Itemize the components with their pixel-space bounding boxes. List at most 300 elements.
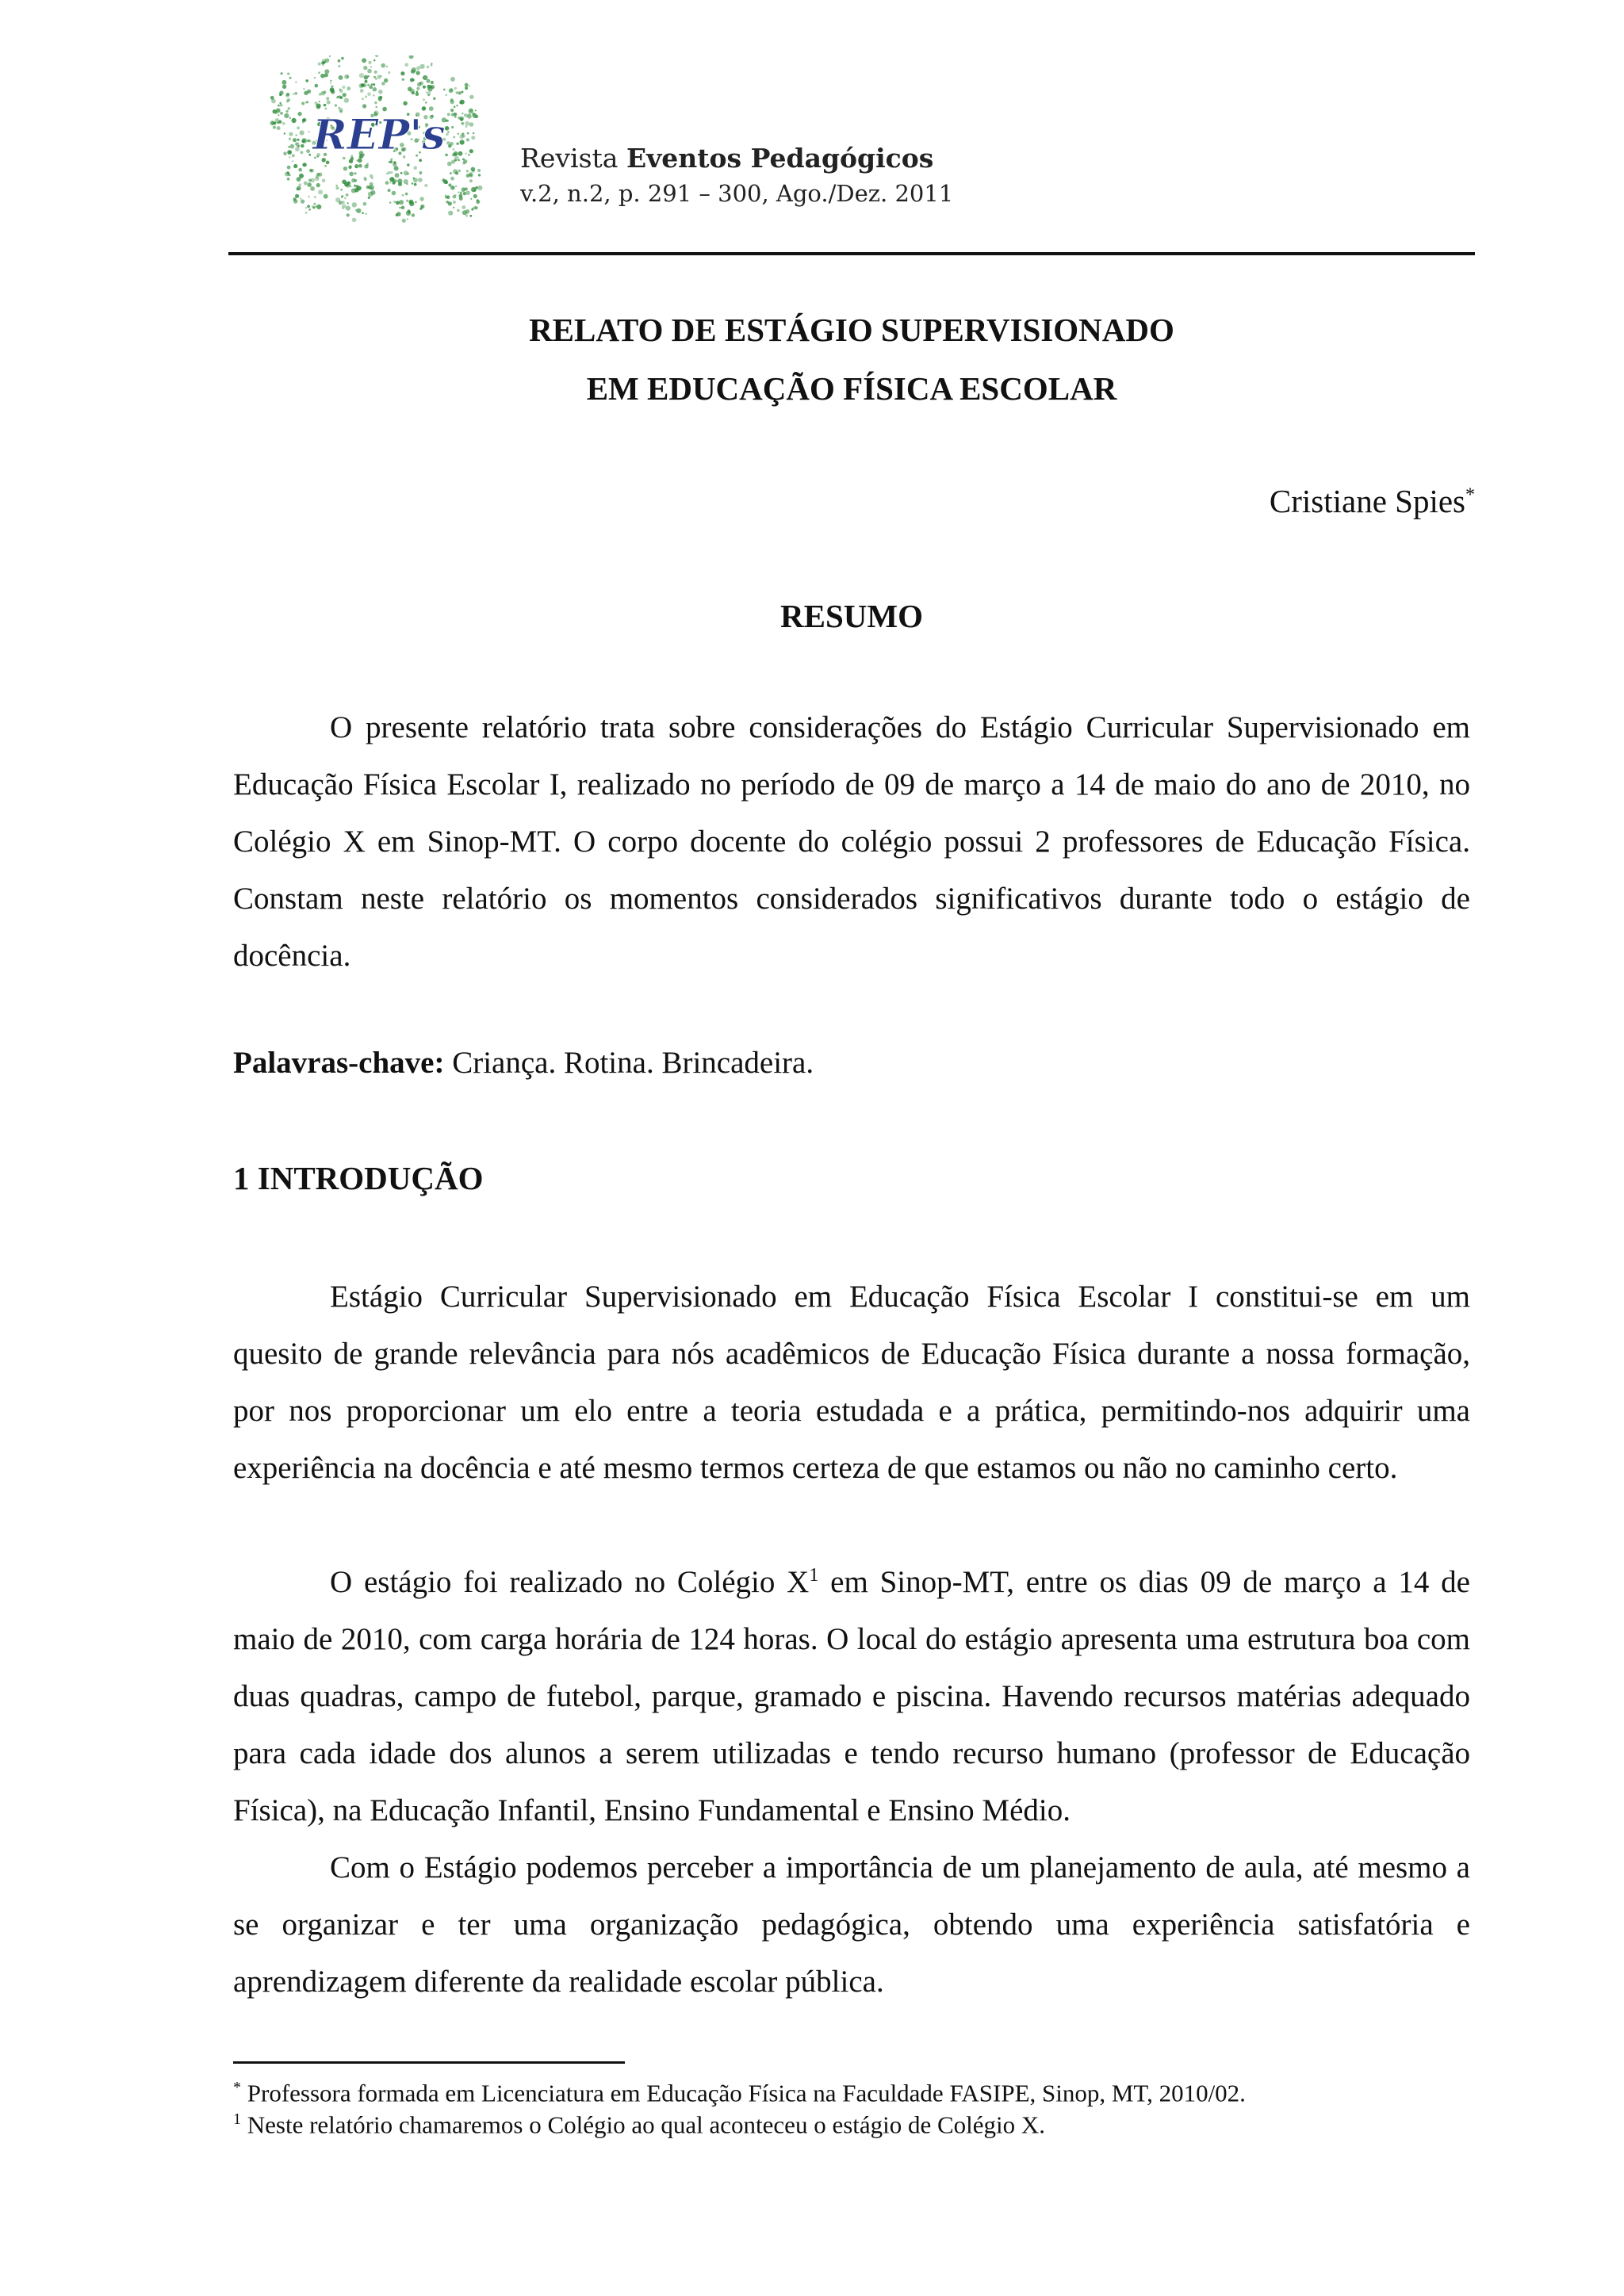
logo-dot xyxy=(462,162,465,165)
logo-dot xyxy=(335,186,339,189)
author-name xyxy=(1270,482,1475,520)
logo-dot xyxy=(450,142,454,146)
logo-dot xyxy=(316,105,320,109)
logo-dot xyxy=(324,194,328,199)
logo-dot xyxy=(454,87,457,90)
abstract-paragraph: O presente relatório trata sobre considerações do Estágio Curricular Supervisionado em Educação Física Escolar I, realizado no período de 09 de março a 14 de maio do ano de 2010, no Colégio X em Sinop-MT. O corpo docente do colégio possui 2 professores de Educação Física. Constam neste relatório os momentos considerados significativos durante todo o estágio de docência. xyxy=(233,710,1470,973)
logo-dot xyxy=(366,213,367,215)
footnote-mark: 1 xyxy=(233,2110,241,2128)
logo-dot xyxy=(402,78,404,81)
logo-dot xyxy=(451,126,454,128)
logo-dot xyxy=(362,212,364,214)
logo-dot xyxy=(308,196,310,198)
logo-dot xyxy=(304,182,308,186)
logo-dot xyxy=(330,80,332,82)
header-divider xyxy=(228,252,1475,255)
logo-dot xyxy=(298,168,302,172)
logo-dot xyxy=(307,140,310,143)
author-text: Cristiane Spies xyxy=(1269,483,1465,519)
logo-dot xyxy=(465,86,468,90)
logo-dot xyxy=(431,81,434,84)
logo-dot xyxy=(305,212,308,214)
logo-dot xyxy=(455,186,457,187)
logo-dot xyxy=(407,218,408,220)
logo-text: REP's xyxy=(312,111,446,159)
logo-dot xyxy=(457,209,459,212)
logo-dot xyxy=(308,131,309,132)
logo-dot xyxy=(298,183,301,186)
logo-dot xyxy=(475,109,477,111)
logo-dot xyxy=(427,85,428,86)
logo-dot xyxy=(316,205,321,209)
logo-dot xyxy=(295,81,297,82)
logo-dot xyxy=(315,205,316,207)
logo-dot xyxy=(302,119,305,122)
logo-dot xyxy=(456,105,458,106)
logo-dot xyxy=(274,118,279,123)
logo-dot xyxy=(373,83,375,86)
logo-dot xyxy=(301,144,304,148)
logo-dot xyxy=(445,126,450,131)
logo-dot xyxy=(363,177,366,180)
logo-dot xyxy=(400,71,404,75)
logo-dot xyxy=(355,166,357,168)
logo-dot xyxy=(370,174,373,178)
intro-paragraph-1: Estágio Curricular Supervisionado em Educação Física Escolar I constitui-se em um quesito de grande relevância para nós acadêmicos de Educação Física durante a nossa formação, por nos proporcionar um elo entre a teoria estudada e a prática, permitindo-nos adquirir uma experiência na docência e até mesmo termos certeza de que estamos ou não no caminho certo. xyxy=(233,1280,1470,1485)
logo-dot xyxy=(352,218,357,223)
logo-dot xyxy=(367,84,370,86)
logo-dot xyxy=(325,58,330,63)
logo-dot xyxy=(330,82,331,84)
journal-info xyxy=(520,141,953,211)
logo-dot xyxy=(445,196,448,199)
logo-dot xyxy=(450,177,454,181)
logo-dot xyxy=(293,164,297,168)
logo-dot xyxy=(306,149,310,153)
logo-dot xyxy=(354,185,356,187)
logo-dot xyxy=(413,178,418,182)
logo-dot xyxy=(420,205,423,209)
journal-prefix: Revista xyxy=(520,143,619,174)
logo-dot xyxy=(396,213,399,216)
logo-dot xyxy=(369,61,372,64)
logo-dot xyxy=(462,159,465,161)
logo-dot xyxy=(281,72,283,75)
logo-dot xyxy=(469,109,473,113)
logo-dot xyxy=(339,75,343,80)
logo-dot xyxy=(329,55,331,57)
logo-dot xyxy=(293,118,294,120)
logo-dot xyxy=(405,193,408,196)
logo-dot xyxy=(277,126,281,130)
logo-dot xyxy=(465,83,469,87)
logo-dot xyxy=(423,107,426,109)
logo-dot xyxy=(318,63,321,66)
logo-dot xyxy=(412,78,415,81)
logo-dot xyxy=(377,96,381,100)
logo-dot xyxy=(341,57,344,60)
logo-dot xyxy=(469,149,473,153)
logo-dot xyxy=(312,205,314,208)
logo-dot xyxy=(409,55,414,59)
logo-dot xyxy=(448,201,452,205)
logo-dot xyxy=(342,208,343,209)
logo-dot xyxy=(397,178,402,183)
logo-dot xyxy=(467,132,469,135)
logo-dot xyxy=(365,96,367,98)
logo-dot xyxy=(283,151,287,155)
logo-dot xyxy=(339,89,342,91)
logo-dot xyxy=(371,187,373,189)
logo-dot xyxy=(308,179,312,182)
logo-dot xyxy=(469,113,470,115)
logo-dot xyxy=(412,91,415,94)
logo-dot xyxy=(442,178,445,182)
footnote-text: Professora formada em Licenciatura em Educação Física na Faculdade FASIPE, Sinop, MT, 2010/02. xyxy=(247,2079,1246,2107)
footnote-author xyxy=(233,2079,1246,2107)
logo-dot xyxy=(273,126,276,129)
logo-dot xyxy=(407,163,409,166)
logo-dot xyxy=(284,132,285,134)
logo-dot xyxy=(453,207,454,209)
logo-dot xyxy=(322,179,326,183)
logo-dot xyxy=(293,138,297,142)
logo-dot xyxy=(293,197,297,201)
logo-dot xyxy=(409,200,413,204)
logo-dot xyxy=(475,186,478,189)
logo-dot xyxy=(389,160,393,163)
logo-dot xyxy=(450,77,455,82)
logo-dot xyxy=(400,172,403,174)
logo-dot xyxy=(471,136,475,140)
logo-dot xyxy=(347,202,349,204)
logo-dot xyxy=(423,77,424,78)
logo-dot xyxy=(314,77,316,78)
logo-dot xyxy=(371,83,373,85)
footnote-divider xyxy=(233,2061,625,2064)
logo-dot xyxy=(343,166,347,170)
logo-dot xyxy=(297,177,301,182)
logo-dot xyxy=(289,156,290,158)
footnote-ref-1: 1 xyxy=(809,1565,819,1586)
logo-dot xyxy=(458,170,461,172)
logo-dot xyxy=(412,182,413,184)
logo-dot xyxy=(335,185,338,187)
logo-dot xyxy=(469,122,474,127)
logo-dot xyxy=(460,100,465,105)
logo-dot xyxy=(285,172,289,177)
logo-dot xyxy=(363,202,367,206)
logo-dot xyxy=(447,113,450,116)
logo-dot xyxy=(430,85,433,88)
logo-dot xyxy=(454,116,457,118)
logo-dot xyxy=(433,98,435,100)
logo-dot xyxy=(301,140,305,144)
logo-dot xyxy=(416,90,419,93)
logo-dot xyxy=(389,201,392,204)
logo-dot xyxy=(465,121,469,126)
logo-dot xyxy=(340,189,343,191)
intro-p2-text-a: O estágio foi realizado no Colégio X xyxy=(330,1565,810,1599)
logo-dot xyxy=(446,133,449,136)
logo-dot xyxy=(373,87,377,91)
logo-dot xyxy=(448,211,453,216)
logo-dot xyxy=(298,112,302,116)
logo-dot xyxy=(393,163,396,166)
logo-dot xyxy=(446,94,447,96)
logo-dot xyxy=(380,75,382,78)
logo-dot xyxy=(454,113,457,116)
logo-dot xyxy=(310,169,314,173)
logo-dot xyxy=(325,108,327,110)
logo-dot xyxy=(394,166,399,170)
logo-dot xyxy=(419,171,422,174)
logo-dot xyxy=(466,138,469,141)
logo-dot xyxy=(416,66,420,70)
logo-dot xyxy=(475,115,478,118)
logo-dot xyxy=(427,79,431,83)
logo-dot xyxy=(352,202,357,207)
logo-dot xyxy=(423,86,426,89)
logo-dot xyxy=(320,74,325,78)
logo-dot xyxy=(307,182,312,187)
logo-dot xyxy=(399,207,400,209)
logo-dot xyxy=(279,94,281,95)
logo-dot xyxy=(344,98,349,102)
journal-logo xyxy=(260,55,498,224)
logo-dot xyxy=(450,172,452,174)
logo-dot xyxy=(419,197,423,201)
logo-dot xyxy=(465,214,468,216)
logo-dot xyxy=(303,88,304,90)
logo-dot xyxy=(318,189,323,194)
logo-dot xyxy=(327,101,331,105)
logo-dot xyxy=(319,93,322,96)
logo-dot xyxy=(344,197,347,200)
logo-dot xyxy=(351,178,355,182)
logo-dot xyxy=(270,121,274,125)
logo-dot xyxy=(453,195,457,199)
logo-dot xyxy=(414,183,417,186)
logo-dot xyxy=(462,205,466,209)
logo-dot xyxy=(360,89,364,93)
logo-dot xyxy=(280,104,283,107)
logo-dot xyxy=(402,194,404,197)
logo-dot xyxy=(373,59,376,62)
logo-dot xyxy=(447,162,452,166)
logo-dot xyxy=(371,190,376,195)
logo-dot xyxy=(381,82,385,86)
logo-dot xyxy=(450,186,455,190)
logo-dot xyxy=(341,195,343,197)
logo-dot xyxy=(338,59,341,63)
logo-dot xyxy=(337,96,339,98)
logo-dot xyxy=(295,194,299,198)
logo-dot xyxy=(364,75,369,80)
logo-dot xyxy=(416,71,419,75)
logo-dot xyxy=(287,166,291,170)
logo-dot xyxy=(415,201,417,204)
logo-dot xyxy=(462,122,465,125)
logo-dot xyxy=(478,174,481,176)
logo-dot xyxy=(465,191,469,195)
logo-dot xyxy=(358,164,362,168)
logo-dot xyxy=(308,154,310,155)
logo-dot xyxy=(373,94,375,97)
logo-dot xyxy=(270,96,274,100)
logo-dot xyxy=(290,144,295,149)
logo-dot xyxy=(362,98,364,100)
logo-dot xyxy=(347,86,350,90)
logo-dot xyxy=(450,100,454,104)
logo-dot xyxy=(446,141,450,145)
logo-dot xyxy=(424,184,427,187)
logo-dot xyxy=(306,101,308,103)
logo-dot xyxy=(359,73,364,78)
logo-dot xyxy=(308,209,311,211)
author-footnote-mark: * xyxy=(1465,484,1475,506)
logo-dot xyxy=(445,154,448,157)
logo-dot xyxy=(384,78,388,82)
logo-dot xyxy=(470,198,472,200)
logo-dot xyxy=(300,130,304,135)
logo-dot xyxy=(292,161,293,163)
logo-dot xyxy=(423,98,425,101)
logo-dot xyxy=(477,186,482,190)
logo-dot xyxy=(459,197,463,201)
logo-dot xyxy=(394,201,396,203)
article-title-line-2: EM EDUCAÇÃO FÍSICA ESCOLAR xyxy=(586,370,1117,407)
intro-paragraph-3: Com o Estágio podemos perceber a importância de um planejamento de aula, até mesmo a se organizar e ter uma organização pedagógica, obtendo uma experiência satisfatória e aprendizagem diferente da realidade escolar pública. xyxy=(233,1850,1470,1999)
logo-dot xyxy=(431,64,433,67)
logo-dot xyxy=(319,101,320,102)
logo-dot xyxy=(346,193,349,197)
logo-dot xyxy=(335,197,340,202)
footnote-text: Neste relatório chamaremos o Colégio ao qual aconteceu o estágio de Colégio X. xyxy=(247,2110,1046,2139)
logo-dot xyxy=(460,192,462,194)
logo-dot xyxy=(469,95,473,99)
logo-dot xyxy=(301,200,304,204)
logo-dot xyxy=(282,85,286,89)
logo-dot xyxy=(318,71,320,74)
logo-dot xyxy=(289,151,292,153)
logo-dot xyxy=(413,166,417,170)
logo-dot xyxy=(289,138,291,140)
journal-name: Eventos Pedagógicos xyxy=(626,143,934,174)
section-heading: 1 INTRODUÇÃO xyxy=(233,1160,484,1196)
logo-dot xyxy=(310,186,315,191)
logo-dot xyxy=(300,197,302,200)
logo-dot xyxy=(282,80,286,85)
logo-dot xyxy=(304,91,308,95)
keywords-values: Criança. Rotina. Brincadeira. xyxy=(452,1046,814,1080)
logo-dot xyxy=(289,117,291,119)
logo-dot xyxy=(285,94,289,98)
logo-dot xyxy=(451,109,454,113)
logo-dot xyxy=(453,169,458,174)
logo-dot xyxy=(367,92,371,96)
logo-dot xyxy=(417,82,421,86)
logo-dot xyxy=(349,172,354,177)
logo-dot xyxy=(385,181,389,185)
keywords-label: Palavras-chave: xyxy=(233,1046,445,1080)
logo-dot xyxy=(473,132,475,135)
logo-dot xyxy=(289,132,293,136)
logo-dot xyxy=(378,90,383,94)
logo-dot xyxy=(354,188,359,193)
logo-dot xyxy=(288,107,290,109)
logo-dot xyxy=(307,205,310,209)
logo-dot xyxy=(468,154,470,156)
keywords-line xyxy=(233,1045,814,1081)
logo-dot xyxy=(473,194,477,198)
logo-dot xyxy=(346,206,350,211)
logo-dot xyxy=(469,85,470,86)
logo-dot xyxy=(364,164,368,168)
logo-dot xyxy=(469,172,473,176)
logo-dot xyxy=(472,170,475,173)
logo-dot xyxy=(450,88,454,92)
logo-dot xyxy=(394,179,397,182)
logo-dot xyxy=(477,169,481,172)
logo-dot xyxy=(342,86,345,89)
logo-dot xyxy=(289,77,292,79)
logo-dot xyxy=(286,110,289,113)
logo-dot xyxy=(295,147,300,151)
logo-dot xyxy=(465,209,470,214)
logo-dot xyxy=(462,113,463,114)
logo-dot xyxy=(454,105,456,108)
logo-dot xyxy=(469,215,472,217)
logo-dot xyxy=(454,151,458,156)
intro-paragraph-2 xyxy=(233,1554,1470,1839)
logo-dot xyxy=(427,66,430,69)
logo-dot xyxy=(326,97,329,100)
logo-dot xyxy=(427,94,430,97)
logo-dot xyxy=(313,203,316,205)
logo-dot xyxy=(338,65,340,67)
logo-dot xyxy=(373,76,376,78)
logo-dot xyxy=(348,182,350,184)
logo-dot xyxy=(463,192,466,195)
logo-dot xyxy=(454,156,459,161)
logo-dot xyxy=(454,136,456,139)
logo-dot xyxy=(386,66,388,67)
logo-graphic xyxy=(260,55,498,224)
logo-dot xyxy=(404,179,408,184)
logo-dot xyxy=(331,85,333,87)
logo-dot xyxy=(406,200,408,202)
logo-dot xyxy=(412,67,416,72)
logo-dot xyxy=(375,55,379,57)
logo-dot xyxy=(418,178,423,182)
logo-dot xyxy=(315,84,319,88)
logo-dot xyxy=(458,133,459,135)
logo-dot xyxy=(402,219,406,223)
logo-dot xyxy=(465,153,467,155)
logo-dot xyxy=(282,122,285,125)
logo-dot xyxy=(375,78,377,79)
logo-dot xyxy=(343,93,347,97)
logo-dot xyxy=(453,201,456,204)
logo-dot xyxy=(420,64,425,69)
logo-dot xyxy=(462,135,465,138)
logo-dot xyxy=(361,83,365,87)
logo-dot xyxy=(363,66,367,70)
logo-dot xyxy=(404,63,408,67)
logo-dot xyxy=(374,71,377,74)
logo-dot xyxy=(469,179,473,182)
